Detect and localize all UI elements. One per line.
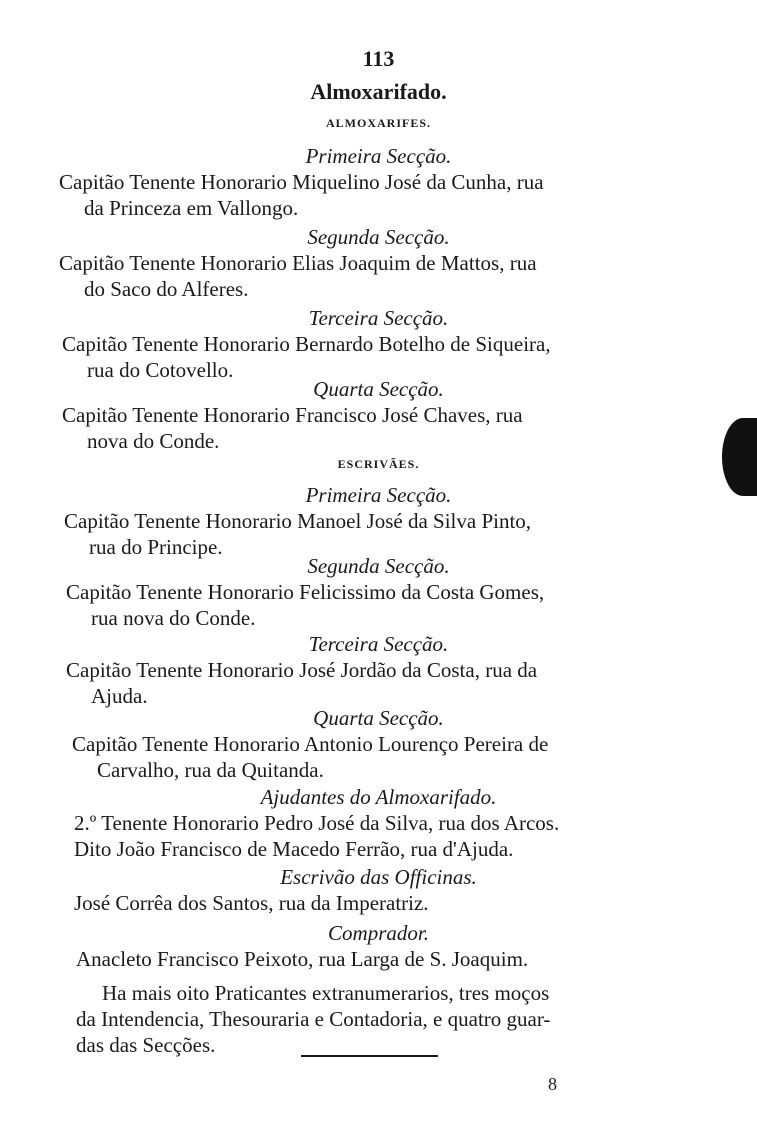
- entry-line: rua nova do Conde.: [91, 606, 256, 630]
- signature-mark: 8: [548, 1074, 557, 1094]
- entry-line: rua do Principe.: [89, 535, 223, 559]
- entry-line: Capitão Tenente Honorario Felicissimo da Costa Gomes,: [66, 580, 545, 604]
- subsection-heading: Primeira Secção.: [305, 483, 452, 507]
- paragraph-line: da Intendencia, Thesouraria e Contadoria, e quatro guar-: [76, 1007, 551, 1031]
- subsection-heading: Comprador.: [328, 921, 429, 945]
- ink-blot-edge: [722, 418, 757, 496]
- entry-line: 2.º Tenente Honorario Pedro José da Silva, rua dos Arcos.: [74, 811, 560, 835]
- entry-line: Anacleto Francisco Peixoto, rua Larga de S. Joaquim.: [76, 947, 529, 971]
- subsection-heading: Ajudantes do Almoxarifado.: [260, 785, 497, 809]
- page-number: 113: [362, 46, 395, 71]
- section-header-almoxarifes: ALMOXARIFES.: [325, 116, 431, 130]
- entry-line: José Corrêa dos Santos, rua da Imperatriz.: [74, 891, 429, 915]
- entry-line: Capitão Tenente Honorario Manoel José da Silva Pinto,: [64, 509, 532, 533]
- entry-line: Carvalho, rua da Quitanda.: [97, 758, 324, 782]
- entry-line: Dito João Francisco de Macedo Ferrão, rua d'Ajuda.: [74, 837, 514, 861]
- subsection-heading: Segunda Secção.: [307, 554, 450, 578]
- subsection-heading: Segunda Secção.: [307, 225, 450, 249]
- entry-line: Capitão Tenente Honorario José Jordão da Costa, rua da: [66, 658, 538, 682]
- page-title: Almoxarifado.: [310, 79, 447, 104]
- entry-line: Capitão Tenente Honorario Elias Joaquim de Mattos, rua: [59, 251, 537, 275]
- entry-line: da Princeza em Vallongo.: [84, 196, 299, 220]
- entry-line: Capitão Tenente Honorario Bernardo Botelho de Siqueira,: [62, 332, 551, 356]
- paragraph-line: Ha mais oito Praticantes extranumerarios, tres moços: [102, 981, 550, 1005]
- entry-line: nova do Conde.: [87, 429, 220, 453]
- subsection-heading: Terceira Secção.: [308, 632, 449, 656]
- section-header-escrivaes: ESCRIVÃES.: [337, 457, 420, 471]
- entry-line: Capitão Tenente Honorario Miquelino José da Cunha, rua: [59, 170, 544, 194]
- subsection-heading: Terceira Secção.: [308, 306, 449, 330]
- entry-line: rua do Cotovello.: [87, 358, 234, 382]
- entry-line: Ajuda.: [91, 684, 148, 708]
- entry-line: Capitão Tenente Honorario Antonio Lourenço Pereira de: [72, 732, 549, 756]
- subsection-heading: Quarta Secção.: [313, 377, 444, 401]
- subsection-heading: Quarta Secção.: [313, 706, 444, 730]
- subsection-heading: Escrivão das Officinas.: [280, 865, 477, 889]
- footer-rule: [301, 1055, 438, 1057]
- entry-line: do Saco do Alferes.: [84, 277, 249, 301]
- entry-line: Capitão Tenente Honorario Francisco José Chaves, rua: [62, 403, 523, 427]
- subsection-heading: Primeira Secção.: [305, 144, 452, 168]
- paragraph-line: das das Secções.: [76, 1033, 216, 1057]
